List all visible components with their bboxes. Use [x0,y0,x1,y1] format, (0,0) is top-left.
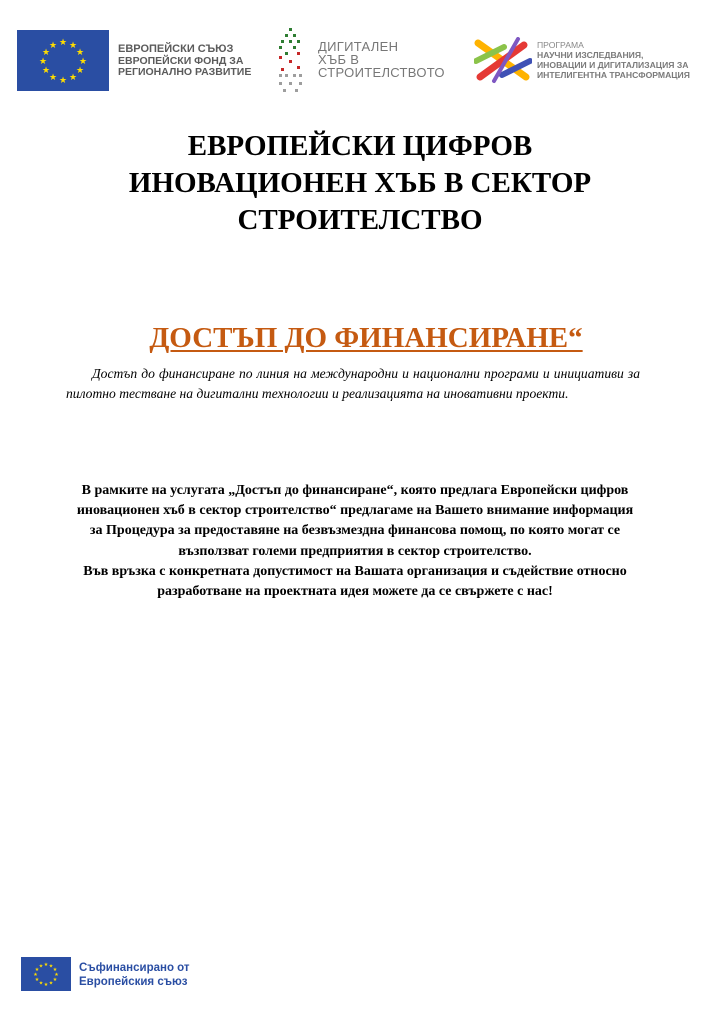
digital-hub-icon [275,26,307,96]
svg-text:★: ★ [75,66,85,76]
svg-text:★: ★ [78,57,88,67]
eu-stars-icon [21,957,71,991]
cofunded-text [79,961,190,989]
svg-text:★: ★ [43,982,49,988]
eu-flag-small-logo [21,957,71,991]
program-logo-icon [474,37,532,85]
program-logo-line: ПРОГРАМА [537,40,584,50]
svg-text:★: ★ [41,66,51,76]
svg-text:★: ★ [41,48,51,58]
svg-text:★: ★ [38,57,48,67]
body-paragraph: Във връзка с конкретната допустимост на Вашата организация и съдействие относно разработване на проектната идея можете да се свържете с нас! [83,563,627,600]
program-logo-line: ИНОВАЦИИ И ДИГИТАЛИЗАЦИЯ ЗА [537,60,689,70]
document-title [80,128,640,239]
program-logo-text [537,40,690,80]
svg-text:★: ★ [34,967,40,973]
svg-text:★: ★ [48,980,54,987]
svg-text:★: ★ [48,41,58,51]
title-line: ЕВРОПЕЙСКИ ЦИФРОВ [187,130,533,162]
svg-text:★: ★ [68,41,78,51]
program-logo-line: НАУЧНИ ИЗСЛЕДВАНИЯ, [537,50,644,60]
svg-text:★: ★ [48,73,58,83]
eu-stars-icon [17,30,109,91]
hub-logo-line: ХЪБ В [318,52,360,67]
svg-text:★: ★ [34,977,40,983]
digital-hub-logo-text [318,40,445,79]
svg-text:★: ★ [38,980,44,987]
svg-text:★: ★ [48,963,54,970]
body-text [70,481,640,602]
svg-text:★: ★ [52,977,58,983]
eu-logo-line: РЕГИОНАЛНО РАЗВИТИЕ [118,66,252,78]
svg-text:★: ★ [75,48,85,58]
hub-logo-line: ДИГИТАЛЕН [318,39,399,54]
program-logo-line: ИНТЕЛИГЕНТНА ТРАНСФОРМАЦИЯ [537,70,690,80]
hub-logo-line: СТРОИТЕЛСТВОТО [318,65,445,80]
svg-text:★: ★ [54,972,59,978]
svg-text:★: ★ [43,962,49,968]
svg-text:★: ★ [58,38,68,48]
svg-text:★: ★ [52,967,58,973]
svg-text:★: ★ [33,972,38,978]
body-paragraph: В рамките на услугата „Достъп до финансиране“, която предлага Европейски цифров иновационен хъб в сектор строителство“ предлагаме на Вашето внимание информация за Процедура за предоставяне на безвъзмездна финансова помощ, по която могат се възползват големи предприятия в сектор строителство. [76,483,634,559]
svg-text:★: ★ [38,963,44,970]
cofunded-line: Съфинансирано от [79,962,190,974]
svg-text:★: ★ [68,73,78,83]
section-heading: ДОСТЪП ДО ФИНАНСИРАНЕ“ [149,322,583,354]
title-line: СТРОИТЕЛСТВО [237,204,483,236]
eu-flag-logo [17,30,109,91]
title-line: ИНОВАЦИОНЕН ХЪБ В СЕКТОР [128,167,592,199]
intro-paragraph: Достъп до финансиране по линия на международни и национални програми и инициативи за пилотно тестване на дигитални технологии и реализацията на иновативни проекти. [66,366,640,401]
eu-logo-text [118,44,251,79]
cofunded-line: Европейския съюз [79,976,188,988]
eu-logo-line: ЕВРОПЕЙСКИ ФОНД ЗА [118,54,244,67]
eu-logo-line: ЕВРОПЕЙСКИ СЪЮЗ [118,43,234,55]
svg-text:★: ★ [58,76,68,86]
